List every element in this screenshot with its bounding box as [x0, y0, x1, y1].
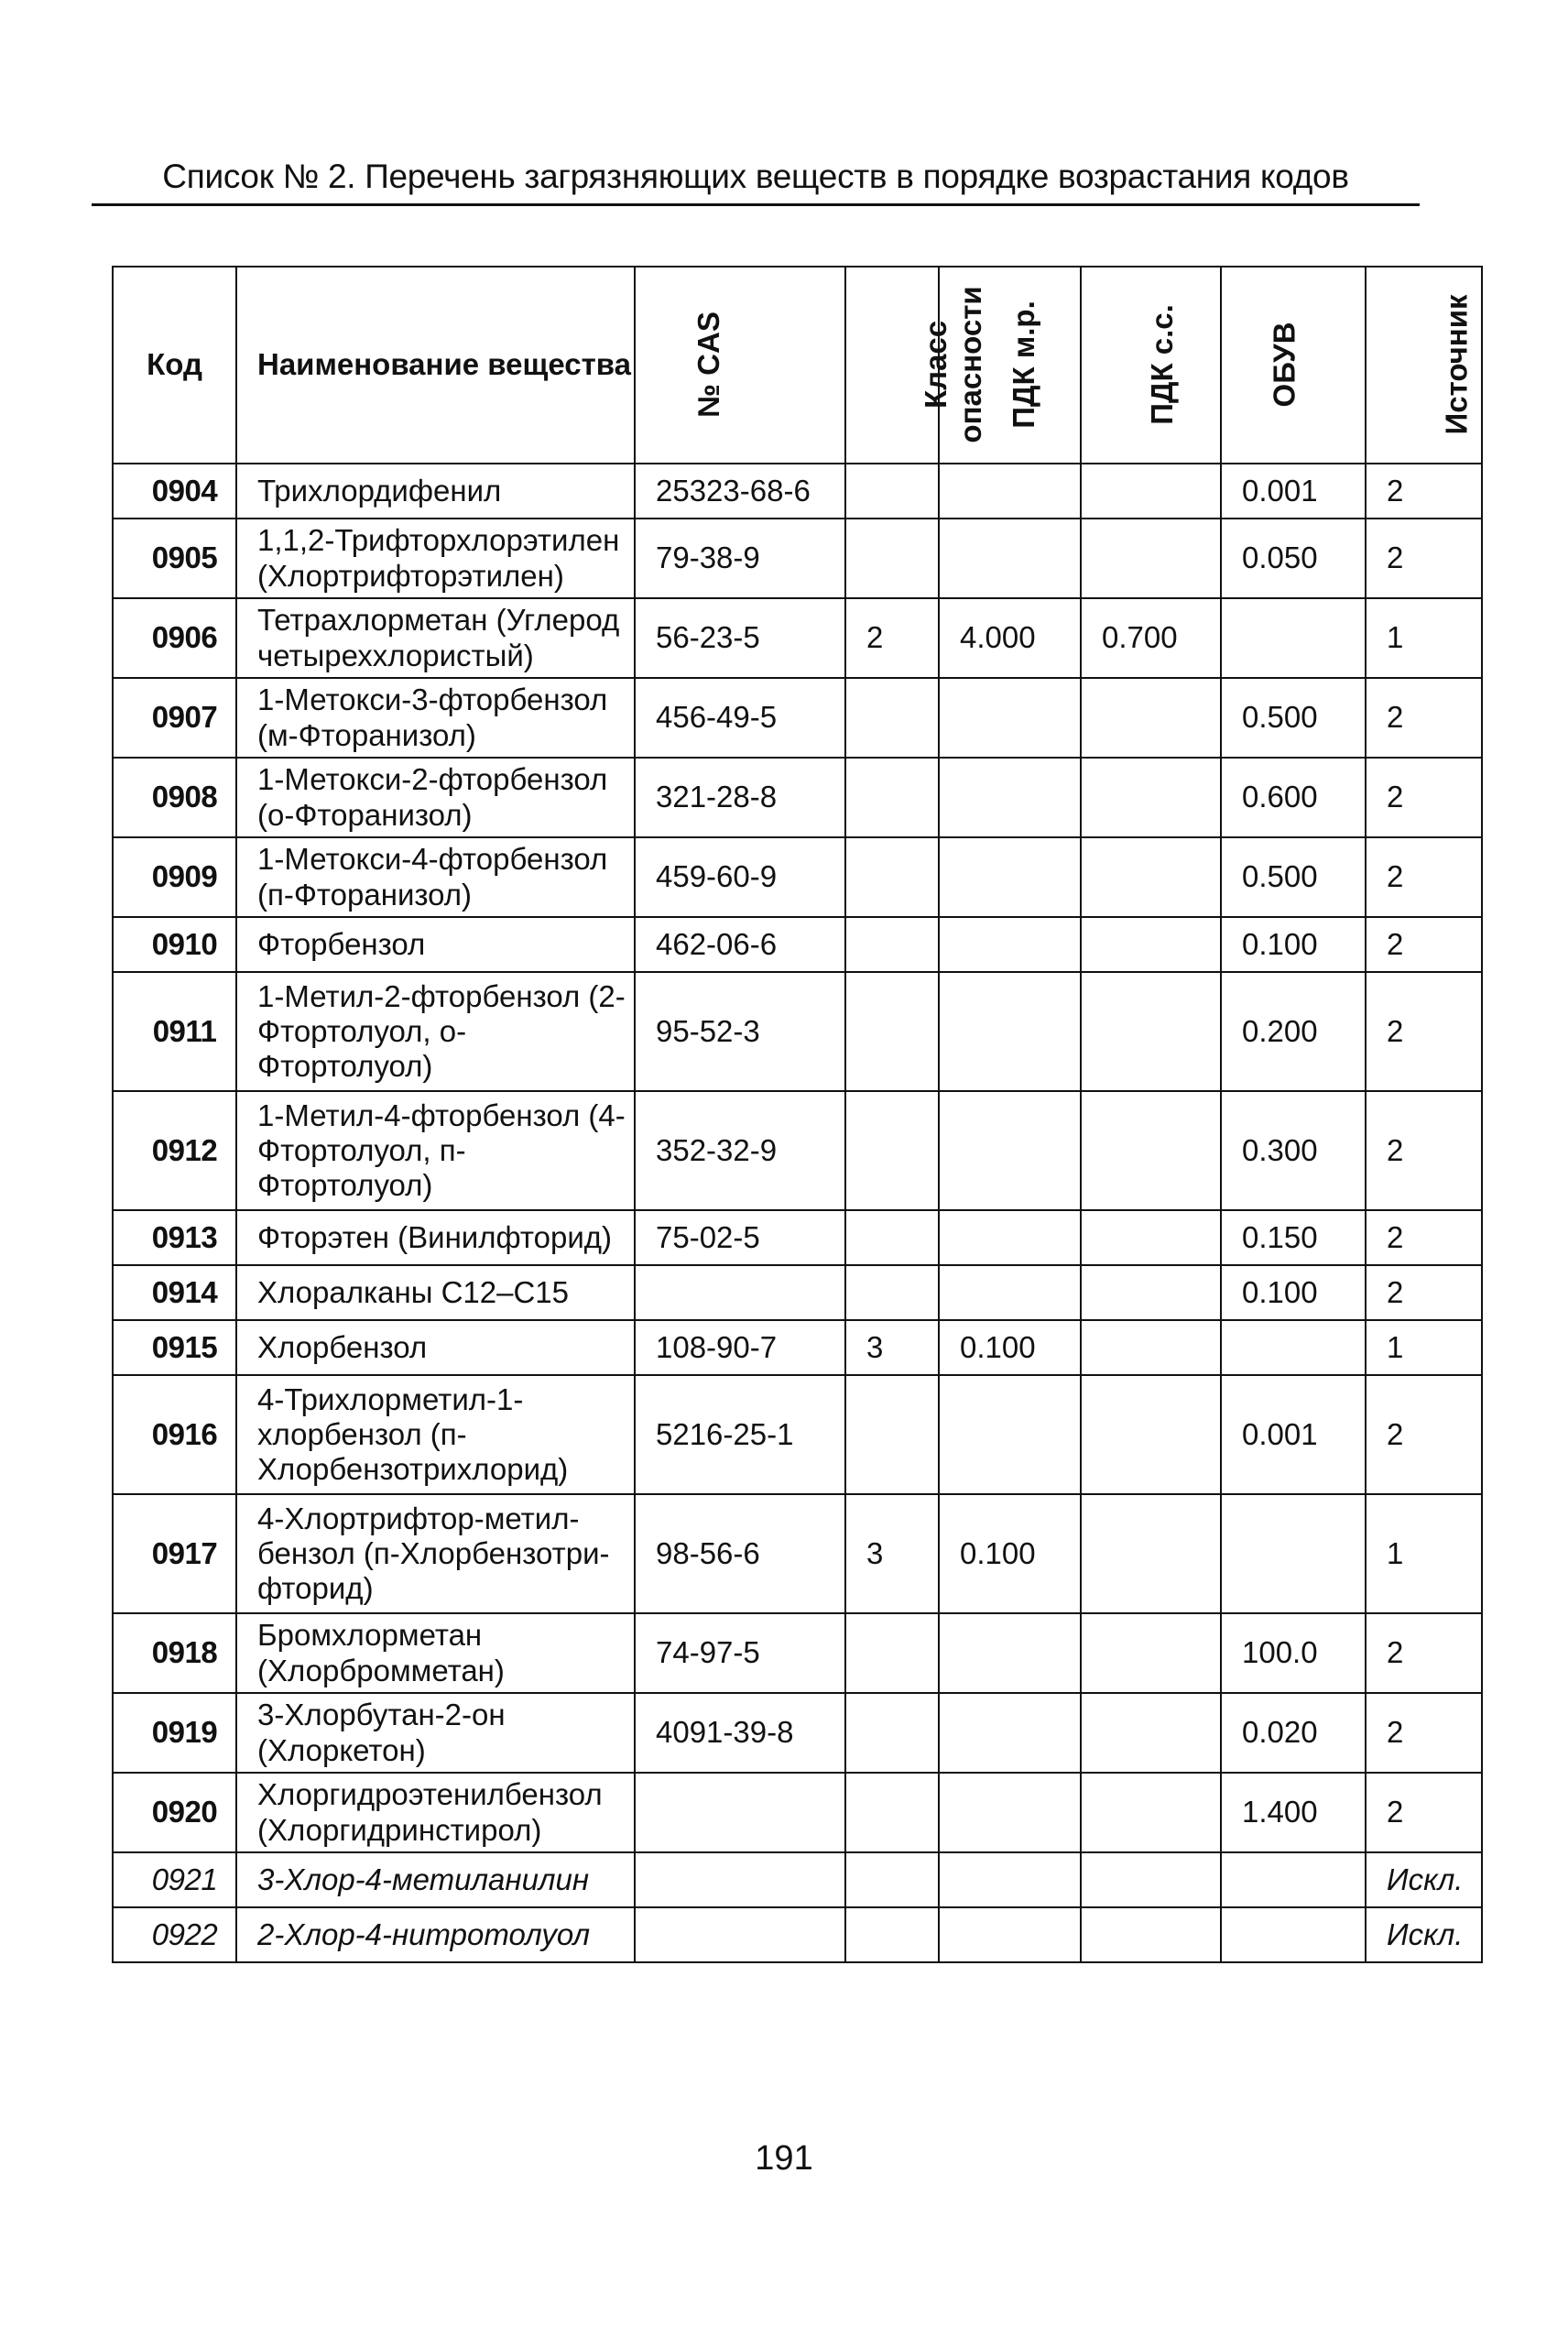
- cell-cas: 95-52-3: [635, 972, 845, 1091]
- cell-name: Тетрахлорметан (Углерод четыреххлористый): [236, 598, 635, 678]
- cell-pdk-ss: [1081, 1210, 1221, 1265]
- header-row: [113, 267, 1482, 464]
- cell-hazard-class: [845, 1613, 939, 1693]
- cell-source: 2: [1366, 1091, 1482, 1210]
- cell-code: 0905: [113, 519, 236, 598]
- page-number: 191: [755, 2139, 813, 2178]
- table-row: [113, 1210, 1482, 1265]
- cell-pdk-ss: [1081, 678, 1221, 758]
- table-row: [113, 837, 1482, 917]
- cell-name: 1-Метокси-4-фторбензол (п-Фторанизол): [236, 837, 635, 917]
- cell-pdk-ss: [1081, 837, 1221, 917]
- header-source-label: Источник: [1439, 294, 1474, 435]
- cell-cas: 459-60-9: [635, 837, 845, 917]
- cell-pdk-ss: [1081, 1693, 1221, 1773]
- header-cas: [635, 267, 845, 464]
- table-row: [113, 1693, 1482, 1773]
- cell-hazard-class: 3: [845, 1320, 939, 1375]
- cell-hazard-class: [845, 1773, 939, 1852]
- cell-cas: 456-49-5: [635, 678, 845, 758]
- cell-hazard-class: 2: [845, 598, 939, 678]
- cell-name: Бромхлорметан (Хлорбромметан): [236, 1613, 635, 1693]
- cell-obuv: [1221, 598, 1366, 678]
- cell-source: 2: [1366, 464, 1482, 519]
- cell-cas: 74-97-5: [635, 1613, 845, 1693]
- cell-code: 0914: [113, 1265, 236, 1320]
- cell-source: 2: [1366, 519, 1482, 598]
- table-row: [113, 598, 1482, 678]
- cell-source: 2: [1366, 1265, 1482, 1320]
- cell-pdk-mr: [939, 678, 1081, 758]
- table-row: [113, 917, 1482, 972]
- cell-code: 0908: [113, 758, 236, 837]
- cell-pdk-ss: [1081, 917, 1221, 972]
- cell-cas: 25323-68-6: [635, 464, 845, 519]
- table-row: [113, 464, 1482, 519]
- cell-obuv: 1.400: [1221, 1773, 1366, 1852]
- cell-pdk-mr: [939, 1091, 1081, 1210]
- cell-source: 2: [1366, 1375, 1482, 1494]
- cell-source: Искл.: [1366, 1907, 1482, 1962]
- cell-code: 0917: [113, 1494, 236, 1613]
- cell-hazard-class: [845, 1375, 939, 1494]
- cell-pdk-ss: [1081, 1320, 1221, 1375]
- cell-pdk-mr: [939, 1265, 1081, 1320]
- table-row: [113, 1773, 1482, 1852]
- cell-pdk-ss: [1081, 758, 1221, 837]
- cell-hazard-class: 3: [845, 1494, 939, 1613]
- cell-source: 1: [1366, 1494, 1482, 1613]
- cell-obuv: [1221, 1494, 1366, 1613]
- table-row: [113, 1375, 1482, 1494]
- cell-cas: [635, 1852, 845, 1907]
- cell-obuv: 0.100: [1221, 1265, 1366, 1320]
- cell-cas: [635, 1265, 845, 1320]
- cell-hazard-class: [845, 1265, 939, 1320]
- cell-hazard-class: [845, 1693, 939, 1773]
- cell-hazard-class: [845, 464, 939, 519]
- cell-source: 1: [1366, 1320, 1482, 1375]
- table-row: [113, 758, 1482, 837]
- header-name: Наименование вещества: [236, 267, 635, 464]
- header-code: Код: [113, 267, 236, 464]
- cell-pdk-mr: [939, 1375, 1081, 1494]
- cell-hazard-class: [845, 1091, 939, 1210]
- cell-hazard-class: [845, 1852, 939, 1907]
- substances-table: [112, 266, 1483, 1963]
- title-rule: [92, 203, 1420, 206]
- cell-pdk-ss: 0.700: [1081, 598, 1221, 678]
- cell-code: 0913: [113, 1210, 236, 1265]
- cell-cas: [635, 1773, 845, 1852]
- table-row-excluded: [113, 1852, 1482, 1907]
- cell-code: 0912: [113, 1091, 236, 1210]
- cell-pdk-ss: [1081, 1091, 1221, 1210]
- cell-cas: 108-90-7: [635, 1320, 845, 1375]
- cell-source: 2: [1366, 1773, 1482, 1852]
- cell-hazard-class: [845, 1907, 939, 1962]
- header-source: [1366, 267, 1482, 464]
- cell-code: 0911: [113, 972, 236, 1091]
- cell-name: Трихлордифенил: [236, 464, 635, 519]
- cell-code: 0919: [113, 1693, 236, 1773]
- cell-pdk-mr: [939, 519, 1081, 598]
- cell-pdk-mr: [939, 758, 1081, 837]
- cell-pdk-mr: [939, 464, 1081, 519]
- header-cas-label: № CAS: [691, 311, 725, 419]
- cell-cas: 56-23-5: [635, 598, 845, 678]
- cell-code: 0909: [113, 837, 236, 917]
- cell-name: Хлоргидроэтенилбензол (Хлоргидринстирол): [236, 1773, 635, 1852]
- cell-pdk-mr: 4.000: [939, 598, 1081, 678]
- cell-pdk-ss: [1081, 972, 1221, 1091]
- cell-source: 2: [1366, 1613, 1482, 1693]
- cell-code: 0921: [113, 1852, 236, 1907]
- cell-pdk-mr: [939, 1773, 1081, 1852]
- cell-code: 0916: [113, 1375, 236, 1494]
- cell-obuv: 0.100: [1221, 917, 1366, 972]
- cell-obuv: 0.500: [1221, 678, 1366, 758]
- cell-code: 0907: [113, 678, 236, 758]
- cell-name: Хлоралканы C12–C15: [236, 1265, 635, 1320]
- cell-name: Фторэтен (Винилфторид): [236, 1210, 635, 1265]
- header-hazard-class: [845, 267, 987, 464]
- cell-pdk-ss: [1081, 464, 1221, 519]
- cell-name: 1-Метил-4-фторбензол (4-Фтортолуол, п-Фтортолуол): [236, 1091, 635, 1210]
- cell-obuv: 0.020: [1221, 1693, 1366, 1773]
- cell-source: 2: [1366, 758, 1482, 837]
- cell-pdk-mr: [939, 837, 1081, 917]
- cell-obuv: 0.600: [1221, 758, 1366, 837]
- cell-hazard-class: [845, 837, 939, 917]
- cell-hazard-class: [845, 519, 939, 598]
- cell-name: 1,1,2-Трифторхлорэтилен (Хлортрифторэтилен): [236, 519, 635, 598]
- table-row-excluded: [113, 1907, 1482, 1962]
- cell-name: Хлорбензол: [236, 1320, 635, 1375]
- header-obuv-label: ОБУВ: [1267, 322, 1301, 408]
- cell-pdk-mr: [939, 1693, 1081, 1773]
- cell-source: 2: [1366, 1693, 1482, 1773]
- header-pdk-mr-label: ПДК м.р.: [1006, 300, 1040, 430]
- cell-name: 3-Хлорбутан-2-он (Хлоркетон): [236, 1693, 635, 1773]
- cell-hazard-class: [845, 758, 939, 837]
- cell-source: 2: [1366, 678, 1482, 758]
- page-title: Список № 2. Перечень загрязняющих веществ в порядке возрастания кодов: [162, 158, 1349, 195]
- cell-source: 2: [1366, 1210, 1482, 1265]
- table-row: [113, 1320, 1482, 1375]
- cell-obuv: [1221, 1852, 1366, 1907]
- cell-pdk-mr: [939, 917, 1081, 972]
- cell-source: 2: [1366, 837, 1482, 917]
- cell-pdk-ss: [1081, 1375, 1221, 1494]
- cell-cas: 75-02-5: [635, 1210, 845, 1265]
- cell-source: 2: [1366, 972, 1482, 1091]
- cell-name: 1-Метил-2-фторбензол (2-Фтортолуол, о-Фтортолуол): [236, 972, 635, 1091]
- cell-source: 1: [1366, 598, 1482, 678]
- cell-name: Фторбензол: [236, 917, 635, 972]
- cell-pdk-ss: [1081, 1265, 1221, 1320]
- table-row: [113, 1494, 1482, 1613]
- table-row: [113, 519, 1482, 598]
- cell-source: 2: [1366, 917, 1482, 972]
- cell-code: 0910: [113, 917, 236, 972]
- cell-name: 1-Метокси-3-фторбензол (м-Фторанизол): [236, 678, 635, 758]
- header-pdk-ss-label: ПДК с.с.: [1144, 304, 1179, 426]
- cell-pdk-mr: [939, 1907, 1081, 1962]
- cell-pdk-ss: [1081, 1907, 1221, 1962]
- cell-obuv: [1221, 1907, 1366, 1962]
- cell-code: 0915: [113, 1320, 236, 1375]
- cell-obuv: 0.300: [1221, 1091, 1366, 1210]
- cell-pdk-ss: [1081, 1773, 1221, 1852]
- cell-obuv: [1221, 1320, 1366, 1375]
- cell-hazard-class: [845, 972, 939, 1091]
- cell-name: 4-Хлортрифтор-метил-бензол (п-Хлорбензотри-фторид): [236, 1494, 635, 1613]
- cell-cas: 79-38-9: [635, 519, 845, 598]
- cell-code: 0918: [113, 1613, 236, 1693]
- table-row: [113, 972, 1482, 1091]
- cell-obuv: 0.150: [1221, 1210, 1366, 1265]
- cell-code: 0904: [113, 464, 236, 519]
- cell-code: 0906: [113, 598, 236, 678]
- cell-pdk-mr: [939, 1613, 1081, 1693]
- cell-cas: 98-56-6: [635, 1494, 845, 1613]
- cell-cas: 4091-39-8: [635, 1693, 845, 1773]
- cell-cas: 5216-25-1: [635, 1375, 845, 1494]
- cell-pdk-ss: [1081, 1613, 1221, 1693]
- cell-cas: 352-32-9: [635, 1091, 845, 1210]
- cell-pdk-mr: [939, 1210, 1081, 1265]
- header-hazard-class-label: Класс опасности: [919, 286, 987, 443]
- cell-obuv: 0.001: [1221, 464, 1366, 519]
- table-row: [113, 1613, 1482, 1693]
- cell-cas: [635, 1907, 845, 1962]
- table-row: [113, 678, 1482, 758]
- cell-name: 2-Хлор-4-нитротолуол: [236, 1907, 635, 1962]
- cell-code: 0922: [113, 1907, 236, 1962]
- cell-hazard-class: [845, 1210, 939, 1265]
- cell-name: 3-Хлор-4-метиланилин: [236, 1852, 635, 1907]
- cell-obuv: 100.0: [1221, 1613, 1366, 1693]
- cell-name: 4-Трихлорметил-1-хлорбензол (п-Хлорбензотрихлорид): [236, 1375, 635, 1494]
- cell-code: 0920: [113, 1773, 236, 1852]
- header-pdk-ss: [1081, 267, 1221, 464]
- cell-pdk-mr: 0.100: [939, 1320, 1081, 1375]
- cell-pdk-mr: [939, 972, 1081, 1091]
- header-obuv: [1221, 267, 1366, 464]
- cell-hazard-class: [845, 678, 939, 758]
- cell-obuv: 0.001: [1221, 1375, 1366, 1494]
- cell-cas: 321-28-8: [635, 758, 845, 837]
- cell-pdk-ss: [1081, 519, 1221, 598]
- table-row: [113, 1091, 1482, 1210]
- cell-pdk-mr: 0.100: [939, 1494, 1081, 1613]
- cell-obuv: 0.050: [1221, 519, 1366, 598]
- table-row: [113, 1265, 1482, 1320]
- cell-pdk-ss: [1081, 1852, 1221, 1907]
- cell-obuv: 0.200: [1221, 972, 1366, 1091]
- cell-obuv: 0.500: [1221, 837, 1366, 917]
- cell-pdk-mr: [939, 1852, 1081, 1907]
- cell-cas: 462-06-6: [635, 917, 845, 972]
- cell-pdk-ss: [1081, 1494, 1221, 1613]
- cell-hazard-class: [845, 917, 939, 972]
- cell-name: 1-Метокси-2-фторбензол (о-Фторанизол): [236, 758, 635, 837]
- cell-source: Искл.: [1366, 1852, 1482, 1907]
